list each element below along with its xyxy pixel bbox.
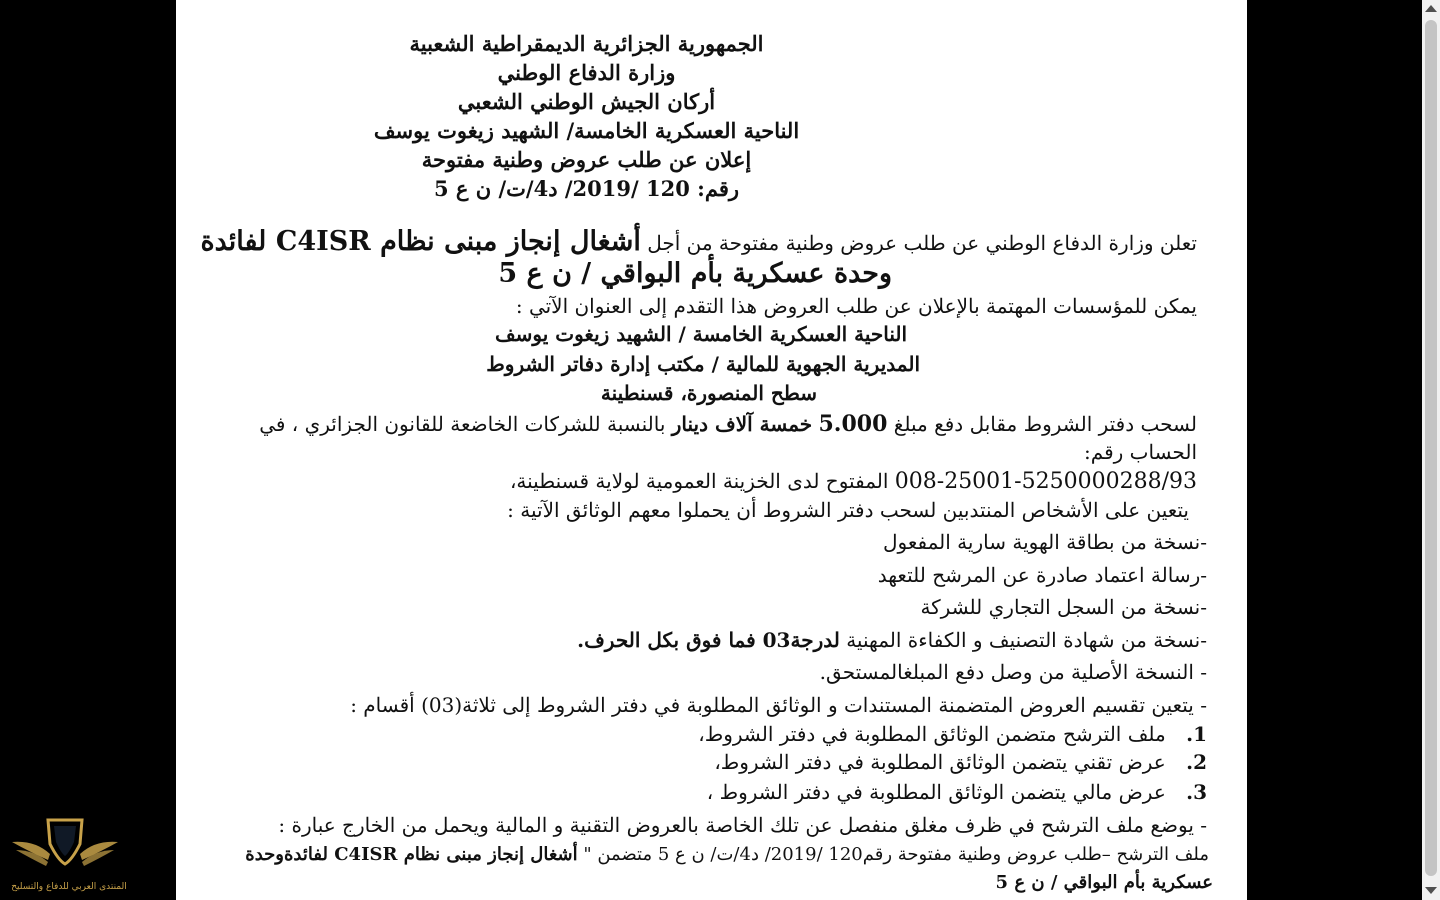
intro-project-bold: أشغال إنجاز مبنى نظام C4ISR لفائدة [200,226,641,257]
intro-text: تعلن وزارة الدفاع الوطني عن طلب عروض وطنية مفتوحة من أجل [647,231,1197,255]
sections-item-2 [714,751,1207,773]
sections-item-1 [698,723,1207,745]
shield-wings-icon [10,812,120,882]
header-staff: أركان الجيش الوطني الشعبي [457,89,716,114]
payment-account-line [510,470,1197,494]
forum-logo-watermark [10,812,127,900]
address-line-city: سطح المنصورة، قسنطينة [600,381,817,405]
header-republic: الجمهورية الجزائرية الديمقراطية الشعبية [409,31,764,56]
sections-intro: - يتعين تقسيم العروض المتضمنة المستندات و الوثائق المطلوبة في دفتر الشروط إلى ثلاثة(03) أقسام : [350,693,1207,717]
documents-item-letter: -رسالة اعتماد صادرة عن المرشح للتعهد [877,563,1207,587]
scroll-thumb[interactable] [1425,20,1437,876]
address-intro: يمكن للمؤسسات المهتمة بالإعلان عن طلب العروض هذا التقدم إلى العنوان الآتي : [515,294,1197,318]
payment-amount: 5.000 [818,411,888,437]
vertical-scrollbar[interactable] [1422,0,1440,900]
envelope-unit: عسكرية بأم البواقي / ن ع 5 [995,872,1213,893]
payment-amount-words: خمسة آلاف دينار [671,412,813,436]
header-region: الناحية العسكرية الخامسة/ الشهيد زيغوت يوسف [373,118,800,143]
payment-line [259,412,1197,436]
header-ministry: وزارة الدفاع الوطني [497,60,676,85]
payment-account-label: الحساب رقم: [1084,440,1197,464]
account-number: 008-25001-5250000288/93 [894,469,1197,494]
scroll-up-arrow-icon[interactable] [1425,5,1437,12]
intro-line [200,227,1197,257]
payment-text-b: بالنسبة للشركات الخاضعة للقانون الجزائري ، في [259,412,666,436]
documents-item-register: -نسخة من السجل التجاري للشركة [920,595,1207,619]
address-line-directorate: المديرية الجهوية للمالية / مكتب إدارة دفاتر الشروط [486,352,920,376]
payment-text-a: لسحب دفتر الشروط مقابل دفع مبلغ [893,412,1197,436]
certificate-grade: لدرجة03 فما فوق بكل الحرف. [577,628,840,652]
item-text: ملف الترشح متضمن الوثائق المطلوبة في دفتر الشروط، [698,722,1166,746]
header-announcement: إعلان عن طلب عروض وطنية مفتوحة [421,147,752,172]
watermark-text: المنتدى العربي للدفاع والتسليح [11,882,127,892]
account-tail: المفتوح لدى الخزينة العمومية لولاية قسنطينة، [509,469,889,493]
item-number: 3. [1186,780,1207,804]
documents-item-id: -نسخة من بطاقة الهوية سارية المفعول [882,530,1207,554]
item-number: 1. [1186,722,1207,746]
certificate-text: -نسخة من شهادة التصنيف و الكفاءة المهنية [846,628,1207,652]
documents-item-certificate [577,629,1207,651]
document-page [176,0,1247,900]
intro-unit: وحدة عسكرية بأم البواقي / ن ع 5 [498,258,892,289]
documents-item-receipt: - النسخة الأصلية من وصل دفع المبلغالمستحق. [819,660,1207,684]
item-number: 2. [1186,750,1207,774]
item-text: عرض مالي يتضمن الوثائق المطلوبة في دفتر الشروط ، [706,780,1166,804]
sections-item-3 [707,781,1207,803]
address-line-region: الناحية العسكرية الخامسة / الشهيد زيغوت يوسف [494,322,907,346]
envelope-line [245,845,1209,865]
item-text: عرض تقني يتضمن الوثائق المطلوبة في دفتر الشروط، [714,750,1166,774]
scroll-down-arrow-icon[interactable] [1425,887,1437,894]
header-number: رقم: 120 /2019/ د4/ت/ ن ع 5 [433,176,740,201]
envelope-intro: - يوضع ملف الترشح في ظرف مغلق منفصل عن تلك الخاصة بالعروض التقنية و المالية ويحمل من الخارج عبارة : [278,813,1207,837]
envelope-project-bold: أشغال إنجاز مبنى نظام C4ISR لفائدةوحدة [245,844,578,865]
documents-intro: يتعين على الأشخاص المنتدبين لسحب دفتر الشروط أن يحملوا معهم الوثائق الآتية : [507,498,1189,522]
envelope-text: ملف الترشح –طلب عروض وطنية مفتوحة رقم120 /2019/ د4/ت/ ن ع 5 متضمن " [583,844,1209,865]
